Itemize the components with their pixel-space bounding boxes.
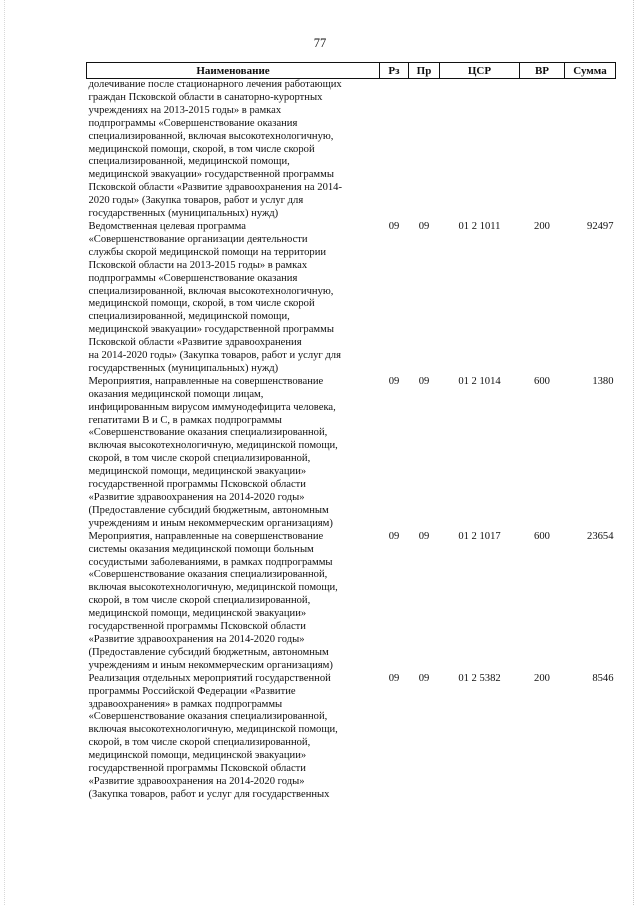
row-name-line: системы оказания медицинской помощи больным (88, 543, 314, 555)
scan-edge-right (633, 0, 634, 905)
row-rz (380, 79, 409, 221)
table-row (87, 79, 616, 221)
row-name-line: «Развитие здравоохранения на 2014-2020 годы» (88, 492, 305, 503)
scan-edge-left (4, 0, 5, 905)
row-name-line: специализированной, включая высокотехнологичную, (88, 130, 334, 142)
row-vr: 200 (534, 220, 550, 232)
row-pr: 09 (418, 530, 430, 542)
row-name-line: службы скорой медицинской помощи на территории (88, 246, 327, 258)
row-name-line: медицинской помощи, скорой, в том числе скорой (88, 143, 315, 155)
budget-table (86, 62, 616, 802)
row-name-line: медицинской помощи, медицинской эвакуации» (88, 750, 307, 762)
row-name-line: Реализация отдельных мероприятий государственной (88, 672, 331, 684)
row-csr (440, 79, 520, 221)
table-body (87, 79, 616, 802)
row-name-line: долечивание после стационарного лечения работающих (88, 79, 342, 90)
table-row (87, 376, 616, 531)
row-name-line: «Совершенствование оказания специализированной, (88, 711, 328, 723)
table-row (87, 221, 616, 376)
table-row (87, 531, 616, 673)
row-name-line: учреждениях на 2013-2015 годы» в рамках (88, 104, 282, 116)
row-name-line: здравоохранения» в рамках подпрограммы (88, 698, 283, 710)
row-name-line: «Развитие здравоохранения на 2014-2020 годы» (88, 633, 305, 645)
header-rz: Рз (380, 63, 409, 79)
row-csr: 01 2 1017 (458, 530, 501, 542)
row-name-line: (Предоставление субсидий бюджетным, автономным (88, 646, 329, 658)
row-name-line: программы Российской Федерации «Развитие (88, 685, 296, 697)
row-name-line: «Развитие здравоохранения на 2014-2020 годы» (88, 775, 305, 787)
row-name-line: специализированной, медицинской помощи, (88, 156, 290, 168)
row-name-line: учреждениям и иным некоммерческим организациям) (88, 517, 333, 529)
table-row (87, 673, 616, 802)
row-name-line: скорой, в том числе скорой специализированной, (88, 453, 311, 465)
row-name-line: Псковской области «Развитие здравоохранения на 2014- (88, 182, 342, 194)
row-name-line: «Совершенствование оказания специализированной, (88, 427, 328, 439)
row-name (87, 673, 380, 802)
row-csr: 01 2 1011 (458, 220, 501, 232)
row-csr: 01 2 5382 (458, 672, 501, 684)
row-rz: 09 (388, 672, 400, 684)
row-vr: 600 (534, 530, 550, 542)
row-name-line: Мероприятия, направленные на совершенствование (88, 375, 324, 387)
row-name-line: сосудистыми заболеваниями, в рамках подпрограммы (88, 556, 333, 568)
row-name-line: учреждениям и иным некоммерческим организациям) (88, 659, 333, 671)
row-name (87, 79, 380, 221)
row-name (87, 221, 380, 376)
row-name-line: Псковской области «Развитие здравоохранения (88, 337, 302, 349)
row-name-line: медицинской помощи, медицинской эвакуации» (88, 466, 307, 478)
row-name-line: медицинской помощи, медицинской эвакуации» (88, 608, 307, 620)
row-name-line: 2020 годы» (Закупка товаров, работ и услуг для (88, 195, 304, 207)
row-vr (520, 79, 565, 221)
table-header (87, 63, 616, 79)
row-name-line: Ведомственная целевая программа (88, 220, 246, 232)
row-rz: 09 (388, 530, 400, 542)
row-name-line: (Предоставление субсидий бюджетным, автономным (88, 504, 329, 516)
row-name-line: подпрограммы «Совершенствование оказания (88, 117, 298, 129)
row-name-line: медицинской помощи, скорой, в том числе скорой (88, 298, 315, 310)
row-name-line: «Совершенствование организации деятельности (88, 233, 308, 245)
row-name-line: Мероприятия, направленные на совершенствование (88, 530, 324, 542)
row-name-line: «Совершенствование оказания специализированной, (88, 569, 328, 581)
row-rz: 09 (388, 220, 400, 232)
row-pr (409, 79, 440, 221)
row-name-line: государственных (муниципальных) нужд) (88, 208, 279, 220)
row-sum: 92497 (587, 220, 614, 232)
header-pr: Пр (409, 63, 440, 79)
row-pr: 09 (418, 672, 430, 684)
row-name-line: скорой, в том числе скорой специализированной, (88, 737, 311, 749)
row-sum (565, 79, 616, 221)
row-name-line: медицинской эвакуации» государственной программы (88, 324, 334, 336)
row-name-line: гепатитами В и С, в рамках подпрограммы (88, 414, 282, 426)
row-name-line: граждан Псковской области в санаторно-курортных (88, 91, 323, 103)
row-name (87, 376, 380, 531)
row-name-line: государственной программы Псковской области (88, 763, 306, 775)
row-name-line: подпрограммы «Совершенствование оказания (88, 272, 298, 284)
header-name: Наименование (87, 63, 380, 79)
row-sum: 23654 (587, 530, 614, 542)
row-name-line: скорой, в том числе скорой специализированной, (88, 595, 311, 607)
row-pr: 09 (418, 220, 430, 232)
row-name-line: (Закупка товаров, работ и услуг для государственных (88, 788, 330, 800)
row-name-line: специализированной, включая высокотехнологичную, (88, 285, 334, 297)
row-name (87, 531, 380, 673)
row-sum: 1380 (592, 375, 614, 387)
row-name-line: специализированной, медицинской помощи, (88, 311, 290, 323)
row-vr: 200 (534, 672, 550, 684)
row-sum: 8546 (592, 672, 614, 684)
row-name-line: на 2014-2020 годы» (Закупка товаров, работ и услуг для (88, 350, 341, 362)
row-vr: 600 (534, 375, 550, 387)
row-pr: 09 (418, 375, 430, 387)
row-name-line: государственной программы Псковской области (88, 479, 306, 491)
row-csr: 01 2 1014 (458, 375, 501, 387)
header-vr: ВР (520, 63, 565, 79)
row-name-line: включая высокотехнологичную, медицинской помощи, (88, 724, 338, 736)
header-csr: ЦСР (440, 63, 520, 79)
row-name-line: государственной программы Псковской области (88, 621, 306, 633)
row-rz: 09 (388, 375, 400, 387)
row-name-line: включая высокотехнологичную, медицинской помощи, (88, 440, 338, 452)
row-name-line: оказания медицинской помощи лицам, (88, 388, 264, 400)
row-name-line: включая высокотехнологичную, медицинской помощи, (88, 582, 338, 594)
row-name-line: Псковской области на 2013-2015 годы» в рамках (88, 259, 308, 271)
row-name-line: государственных (муниципальных) нужд) (88, 362, 279, 374)
page-number: 77 (313, 36, 327, 50)
header-sum: Сумма (565, 63, 616, 79)
row-name-line: медицинской эвакуации» государственной программы (88, 169, 334, 181)
row-name-line: инфицированным вирусом иммунодефицита человека, (88, 401, 336, 413)
